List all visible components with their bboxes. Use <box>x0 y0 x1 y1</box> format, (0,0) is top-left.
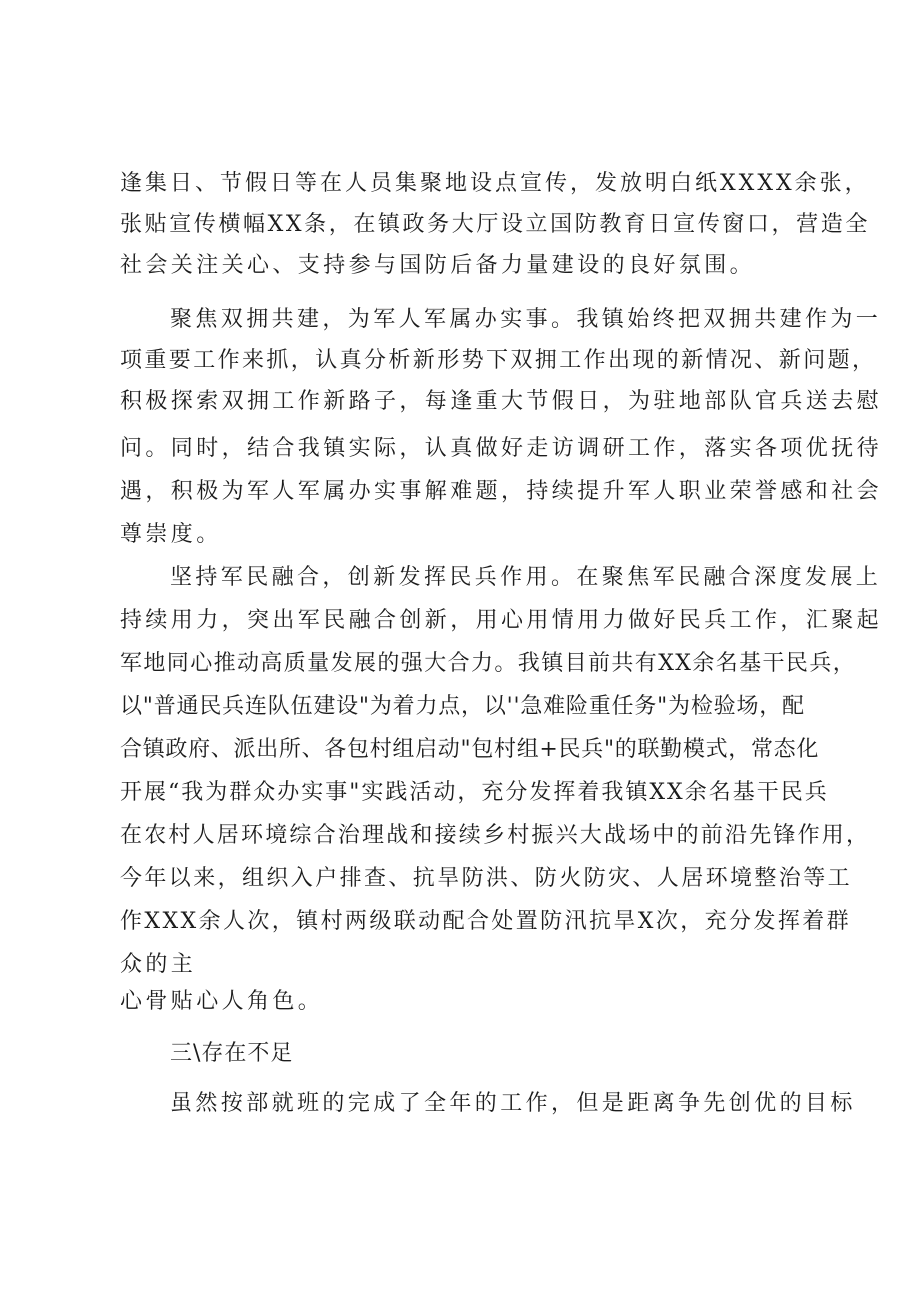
text-line-2: 张贴宣传横幅XX条，在镇政务大厅设立国防教育日宣传窗口，营造全 <box>120 212 870 237</box>
text-line-18: 作XXX余人次，镇村两级联动配合处置防汛抗旱X次，充分发挥着群 <box>120 909 852 934</box>
text-line-13: 以"普通民兵连队伍建设"为着力点，以''急难险重任务"为检验场，配 <box>120 694 805 719</box>
text-line-16: 在农村人居环境综合治理战和接续乡村振兴大战场中的前沿先锋作用， <box>120 823 871 848</box>
text-line-15: 开展“我为群众办实事"实践活动，充分发挥着我镇XX余名基干民兵 <box>120 780 829 805</box>
text-line-20: 心骨贴心人角色。 <box>120 989 324 1014</box>
text-line-8: 遇，积极为军人军属办实事解难题，持续提升军人职业荣誉感和社会 <box>120 479 883 504</box>
text-line-11: 持续用力，突出军民融合创新，用心用情用力做好民兵工作，汇聚起 <box>120 608 883 633</box>
text-line-22: 虽然按部就班的完成了全年的工作，但是距离争先创优的目标 <box>170 1091 856 1116</box>
paragraph-start-1: 聚焦双拥共建，为军人军属办实事。我镇始终把双拥共建作为一 <box>170 307 882 332</box>
text-line-14: 合镇政府、派出所、各包村组启动"包村组+民兵"的联勤模式，常态化 <box>120 737 820 762</box>
text-line-6: 积极探索双拥工作新路子，每逢重大节假日，为驻地部队官兵送去慰 <box>120 389 883 414</box>
text-line-19: 众的主 <box>120 952 197 977</box>
text-line-3: 社会关注关心、支持参与国防后备力量建设的良好氛围。 <box>120 253 756 278</box>
text-line-1: 逢集日、节假日等在人员集聚地设点宣传，发放明白纸XXXX余张， <box>120 171 870 196</box>
paragraph-start-2: 坚持军民融合，创新发挥民兵作用。在聚焦军民融合深度发展上 <box>170 565 882 590</box>
section-heading: 三\存在不足 <box>170 1041 294 1066</box>
text-line-17: 今年以来，组织入户排查、抗旱防洪、防火防灾、人居环境整治等工 <box>120 866 853 891</box>
text-line-5: 项重要工作来抓，认真分析新形势下双拥工作出现的新情况、新问题， <box>120 348 877 373</box>
text-line-9: 尊崇度。 <box>120 522 222 547</box>
text-line-7: 问。同时，结合我镇实际，认真做好走访调研工作，落实各项优抚待 <box>120 436 883 461</box>
text-line-12: 军地同心推动高质量发展的强大合力。我镇目前共有XX余名基干民兵， <box>120 651 857 676</box>
